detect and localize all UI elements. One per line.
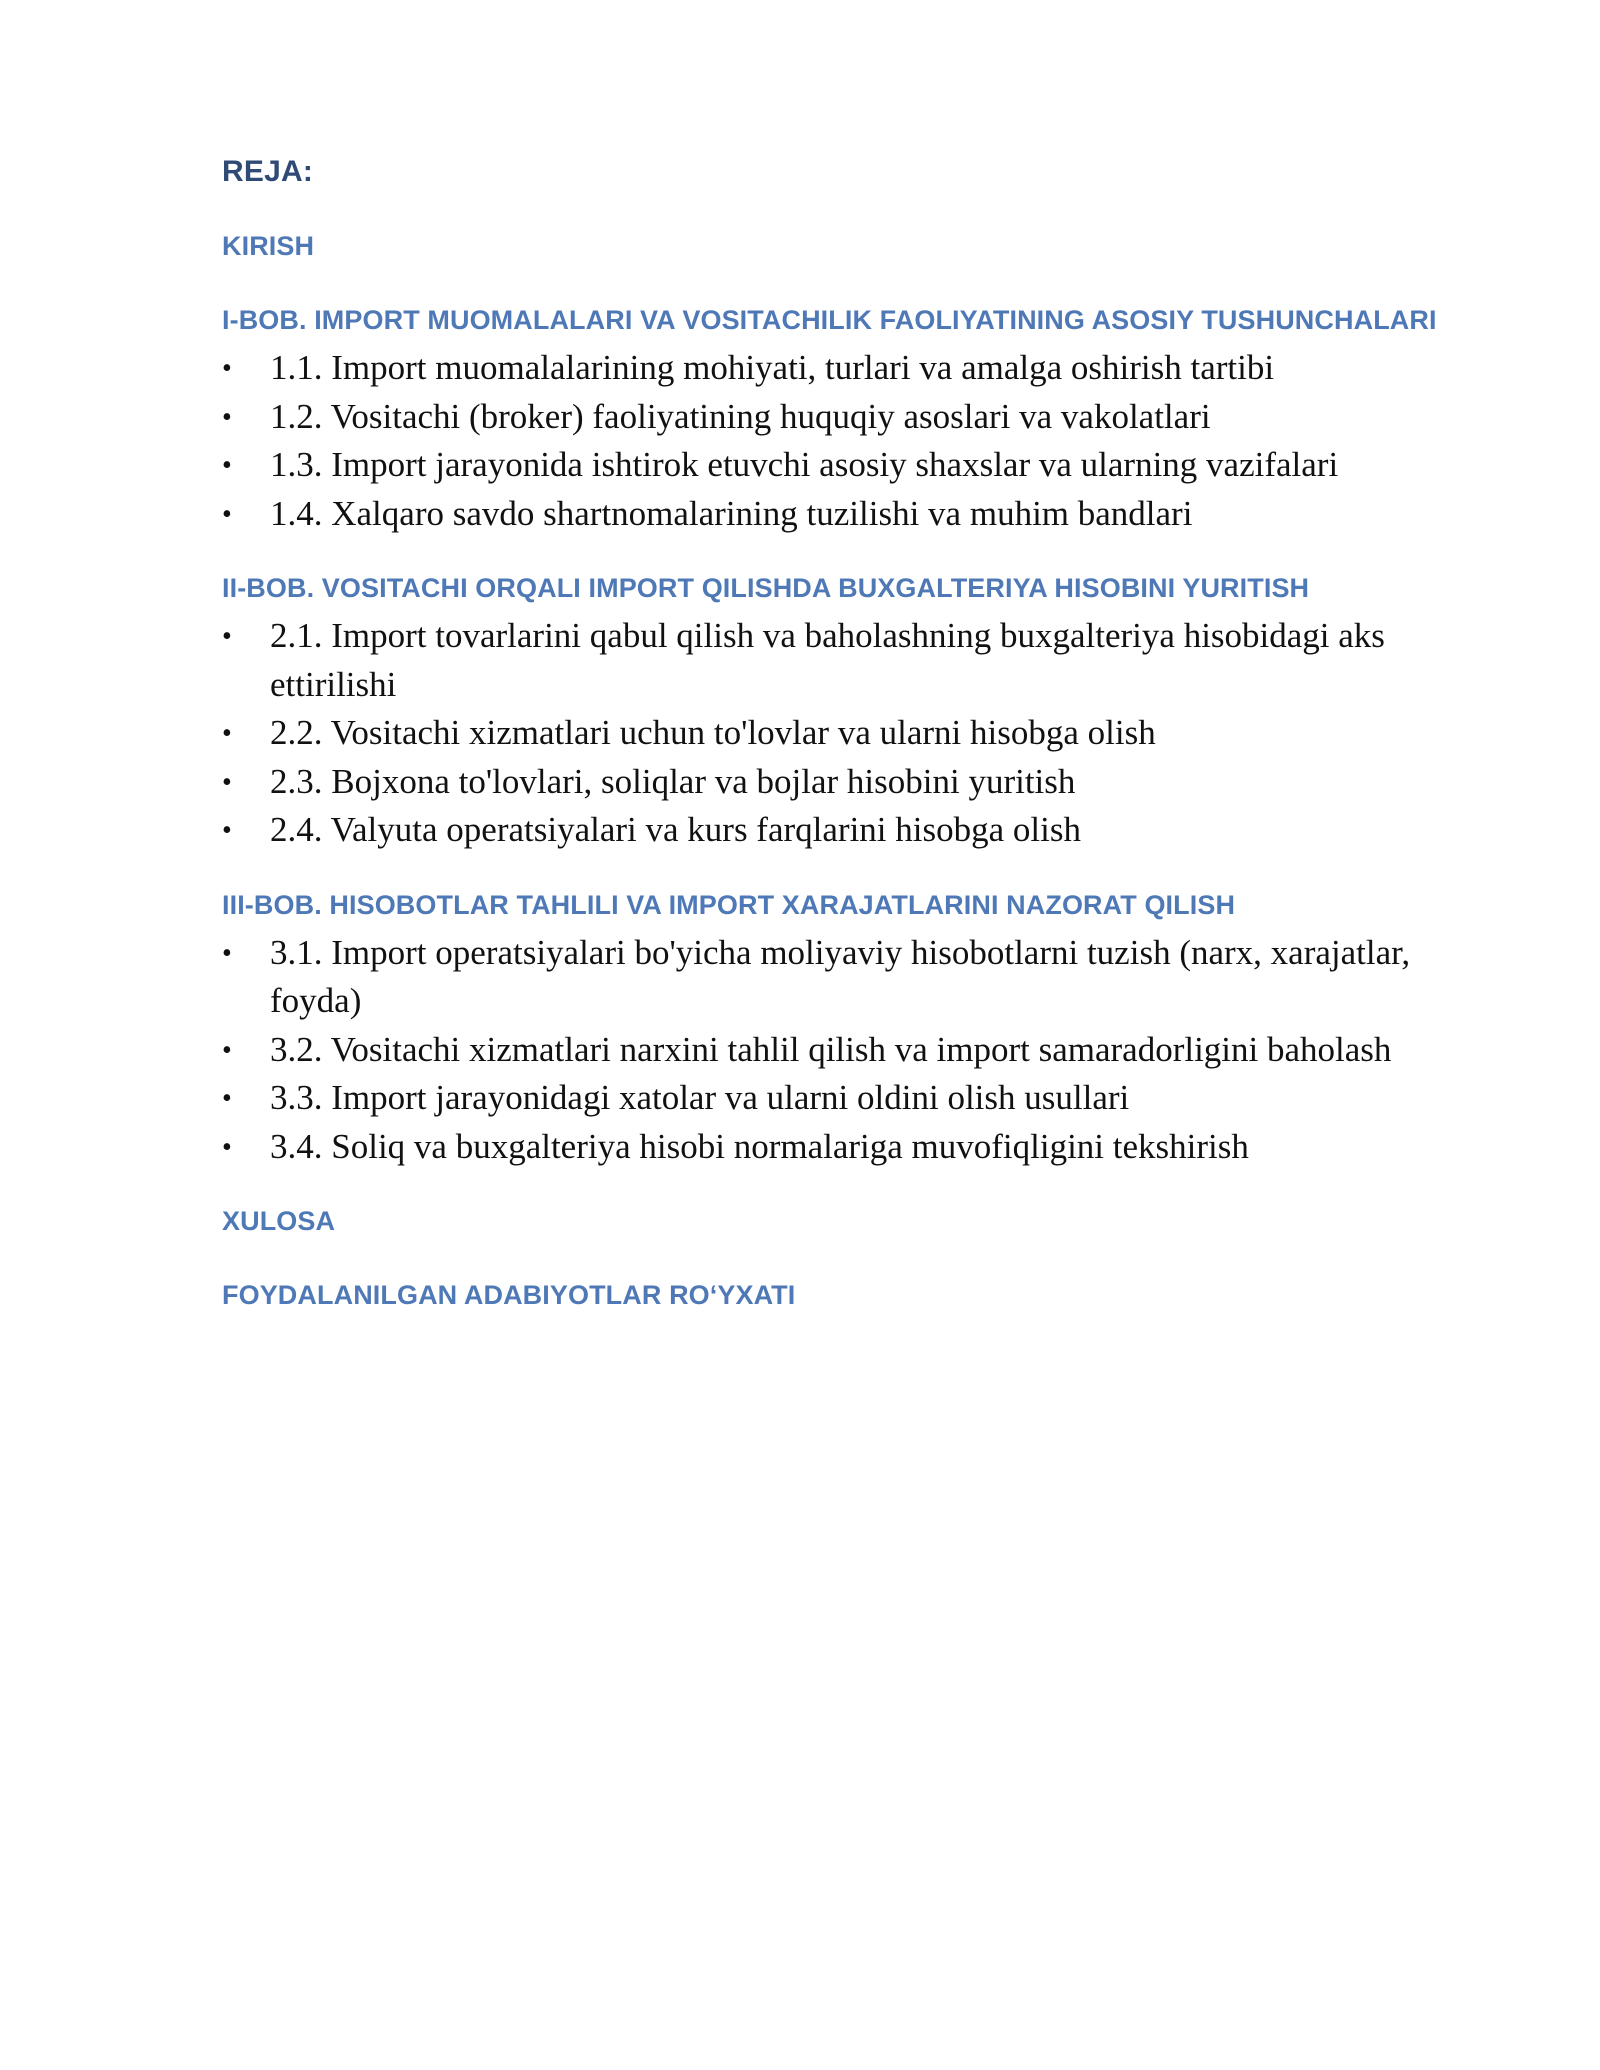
list-item-text: 2.3. Bojxona to'lovlari, soliqlar va bojlar hisobini yuritish — [270, 761, 1076, 801]
chapter-1-list — [222, 344, 1482, 538]
bullet-icon: • — [222, 718, 232, 749]
references-heading: FOYDALANILGAN ADABIYOTLAR RO‘YXATI — [222, 1280, 796, 1310]
chapter-3-list — [222, 929, 1482, 1172]
list-item — [222, 490, 1482, 539]
conclusion-heading: XULOSA — [222, 1206, 336, 1236]
list-item — [222, 806, 1482, 855]
list-item-text: 3.4. Soliq va buxgalteriya hisobi normalariga muvofiqligini tekshirish — [270, 1126, 1249, 1166]
bullet-icon: • — [222, 1034, 232, 1066]
bullet-icon: • — [222, 621, 232, 652]
list-item — [222, 758, 1482, 807]
bullet-icon: • — [222, 937, 232, 969]
list-item-text: 3.3. Import jarayonidagi xatolar va ularni oldini olish usullari — [270, 1078, 1130, 1117]
list-item — [222, 1123, 1482, 1172]
bullet-icon: • — [222, 1083, 232, 1114]
list-item-text: 1.3. Import jarayonida ishtirok etuvchi asosiy shaxslar va ularning vazifalari — [270, 445, 1339, 484]
chapter-1 — [222, 296, 1482, 538]
bullet-icon: • — [222, 498, 232, 530]
chapter-3-heading: III-BOB. HISOBOTLAR TAHLILI VA IMPORT XARAJATLARINI NAZORAT QILISH — [222, 889, 1236, 920]
bullet-icon: • — [222, 401, 232, 433]
list-item-text: 3.2. Vositachi xizmatlari narxini tahlil qilish va import samaradorligini baholash — [270, 1029, 1392, 1069]
list-item-text: 2.1. Import tovarlarini qabul qilish va baholashning buxgalteriya hisobidagi aks ettirilishi — [270, 616, 1385, 704]
intro-heading: KIRISH — [222, 231, 315, 261]
list-item-text: 1.1. Import muomalalarining mohiyati, turlari va amalga oshirish tartibi — [270, 348, 1275, 387]
bullet-icon: • — [222, 1131, 232, 1163]
list-item-text: 2.2. Vositachi xizmatlari uchun to'lovlar va ularni hisobga olish — [270, 713, 1156, 752]
list-item — [222, 929, 1482, 1026]
list-item — [222, 1074, 1482, 1123]
document-page — [222, 148, 1482, 1345]
bullet-icon: • — [222, 766, 232, 798]
chapter-2 — [222, 564, 1482, 855]
chapter-2-list — [222, 612, 1482, 855]
list-item — [222, 1026, 1482, 1075]
list-item — [222, 344, 1482, 393]
bullet-icon: • — [222, 353, 232, 384]
list-item — [222, 441, 1482, 490]
bullet-icon: • — [222, 450, 232, 481]
list-item-text: 2.4. Valyuta operatsiyalari va kurs farqlarini hisobga olish — [270, 810, 1081, 849]
list-item — [222, 612, 1482, 709]
chapter-2-heading: II-BOB. VOSITACHI ORQALI IMPORT QILISHDA BUXGALTERIYA HISOBINI YURITISH — [222, 573, 1310, 603]
list-item-text: 1.2. Vositachi (broker) faoliyatining huquqiy asoslari va vakolatlari — [270, 396, 1211, 436]
list-item — [222, 709, 1482, 758]
chapter-3 — [222, 881, 1482, 1172]
plan-title: REJA: — [222, 155, 314, 188]
list-item-text: 1.4. Xalqaro savdo shartnomalarining tuzilishi va muhim bandlari — [270, 493, 1193, 533]
list-item-text: 3.1. Import operatsiyalari bo'yicha moliyaviy hisobotlarni tuzish (narx, xarajatlar, foyda) — [270, 932, 1411, 1020]
bullet-icon: • — [222, 815, 232, 846]
list-item — [222, 393, 1482, 442]
chapter-1-heading: I-BOB. IMPORT MUOMALALARI VA VOSITACHILIK FAOLIYATINING ASOSIY TUSHUNCHALARI — [222, 305, 1437, 335]
